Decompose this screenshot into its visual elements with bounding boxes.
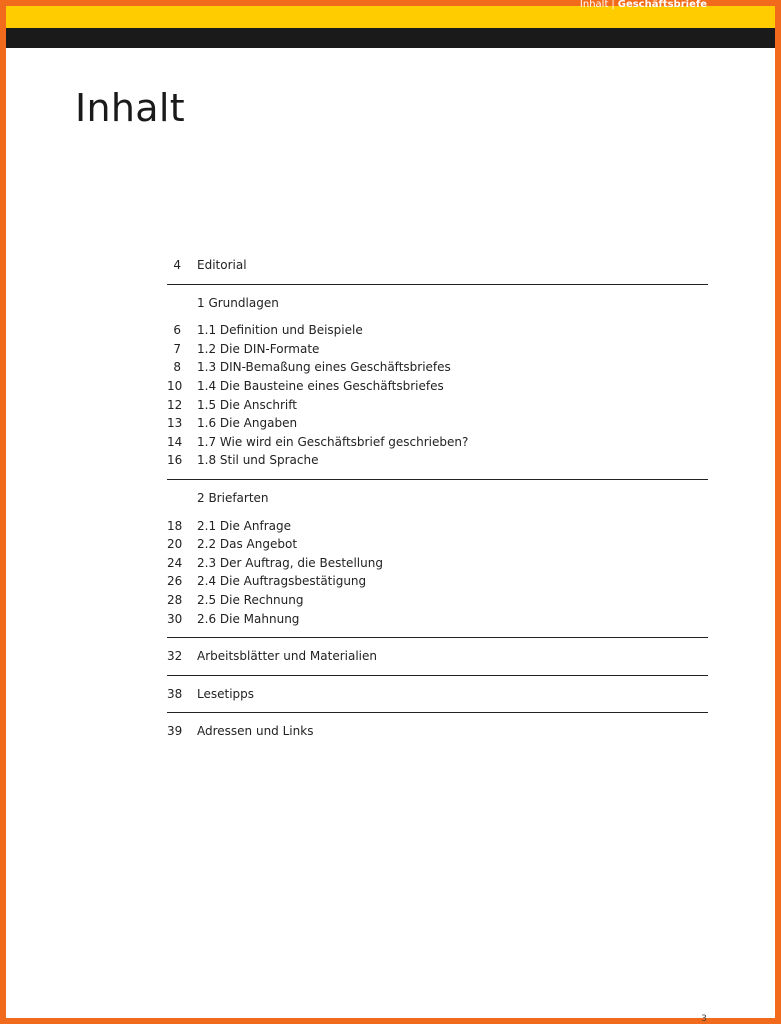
toc-entry-adressen[interactable]	[167, 722, 708, 741]
toc-page-number: 30	[167, 611, 183, 626]
toc-entry[interactable]	[167, 610, 708, 629]
toc-entry-label: 2.1 Die Anfrage	[197, 518, 291, 533]
toc-entry-label: 2.2 Das Angebot	[197, 537, 298, 552]
toc-entry-label: 1.4 Die Bausteine eines Geschäftsbriefes	[197, 378, 444, 393]
page-title: Inhalt	[75, 86, 185, 130]
toc-entry-label: Editorial	[197, 258, 247, 272]
toc-entry[interactable]	[167, 321, 708, 340]
toc-entry-label: Adressen und Links	[197, 724, 314, 739]
toc-section-heading-briefarten	[167, 489, 708, 508]
running-header-section: Inhalt	[579, 0, 609, 10]
toc-entry-label: Lesetipps	[197, 686, 255, 701]
toc-entry-label: 2.6 Die Mahnung	[197, 611, 300, 626]
toc-entry-label: 2.5 Die Rechnung	[197, 592, 304, 607]
toc-entry[interactable]	[167, 414, 708, 433]
toc-page-number: 28	[167, 592, 183, 607]
running-header-separator: |	[611, 0, 615, 10]
toc-page-number: 8	[173, 360, 181, 375]
toc-entry[interactable]	[167, 591, 708, 610]
toc-section-heading-grundlagen	[167, 294, 708, 313]
divider	[167, 712, 708, 713]
toc-entry[interactable]	[167, 358, 708, 377]
divider	[167, 637, 708, 638]
toc-page-number: 16	[167, 453, 183, 468]
toc-entry-lesetipps[interactable]	[167, 685, 708, 704]
toc-page-number: 32	[167, 649, 183, 664]
running-header	[580, 0, 707, 10]
toc-entry-arbeitsblaetter[interactable]	[167, 647, 708, 666]
toc-page-number: 7	[173, 341, 181, 356]
document-page	[6, 0, 775, 1024]
toc-entry-label: 1.2 Die DIN-Formate	[197, 341, 320, 356]
page-number: 3	[701, 1014, 707, 1024]
toc-section-heading-label: 1 Grundlagen	[197, 295, 279, 310]
toc-page-number: 4	[173, 258, 181, 272]
divider	[167, 479, 708, 480]
toc-page-number: 6	[173, 323, 181, 338]
toc-entry-label: 2.3 Der Auftrag, die Bestellung	[197, 555, 383, 570]
toc-entry[interactable]	[167, 451, 708, 470]
divider	[167, 284, 708, 285]
toc-page-number: 24	[167, 555, 183, 570]
header-black-band	[6, 28, 775, 48]
toc-page-number: 20	[167, 537, 183, 552]
toc-entry-label: 1.3 DIN-Bemaßung eines Geschäftsbriefes	[197, 360, 451, 375]
toc-page-number: 38	[167, 686, 183, 701]
table-of-contents	[167, 256, 708, 741]
toc-entry-label: 1.8 Stil und Sprache	[197, 453, 319, 468]
toc-entry[interactable]	[167, 572, 708, 591]
header-yellow-band	[6, 0, 775, 28]
running-header-title: Geschäftsbriefe	[617, 0, 707, 10]
toc-entry-label: 1.1 Definition und Beispiele	[197, 323, 363, 338]
toc-page-number: 10	[167, 378, 183, 393]
toc-page-number: 18	[167, 518, 183, 533]
toc-entry-label: 2.4 Die Auftragsbestätigung	[197, 574, 367, 589]
toc-entry-editorial[interactable]	[167, 256, 708, 275]
toc-entry[interactable]	[167, 340, 708, 359]
toc-entry[interactable]	[167, 535, 708, 554]
toc-entry[interactable]	[167, 517, 708, 536]
toc-section-heading-label: 2 Briefarten	[197, 490, 269, 505]
divider	[167, 675, 708, 676]
toc-entry-label: Arbeitsblätter und Materialien	[197, 649, 377, 664]
toc-entry[interactable]	[167, 433, 708, 452]
toc-page-number: 14	[167, 434, 183, 449]
toc-page-number: 26	[167, 574, 183, 589]
toc-page-number: 39	[167, 724, 183, 739]
toc-entry[interactable]	[167, 396, 708, 415]
toc-entry-label: 1.7 Wie wird ein Geschäftsbrief geschrieben?	[197, 434, 469, 449]
toc-entry[interactable]	[167, 377, 708, 396]
toc-entry-label: 1.6 Die Angaben	[197, 416, 298, 431]
toc-page-number: 13	[167, 416, 183, 431]
toc-entry[interactable]	[167, 554, 708, 573]
toc-entry-label: 1.5 Die Anschrift	[197, 397, 297, 412]
toc-page-number: 12	[167, 397, 183, 412]
